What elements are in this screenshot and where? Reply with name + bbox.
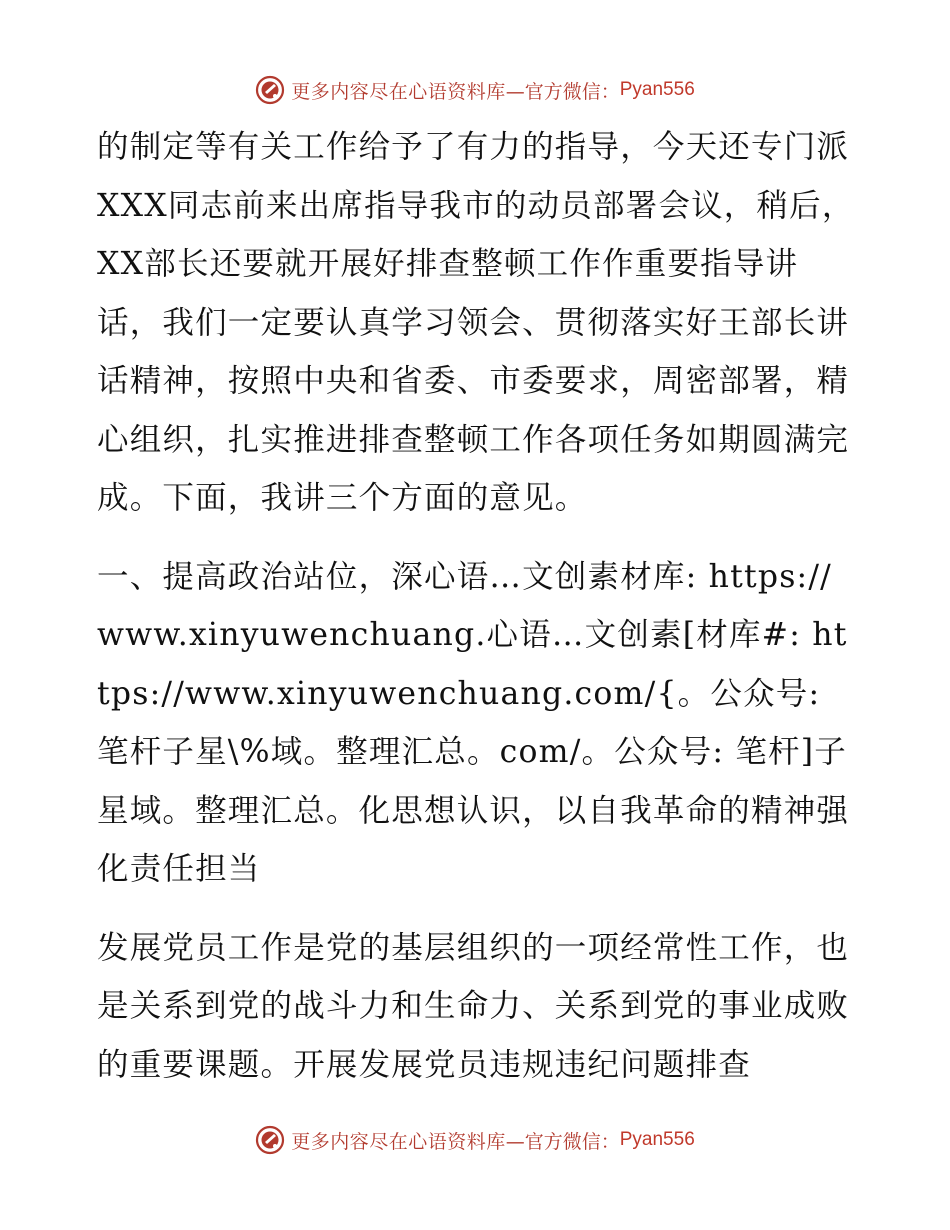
document-body [97, 118, 857, 1094]
seal-logo-icon [255, 1125, 285, 1155]
paragraph-spacer [97, 899, 857, 919]
footer-site-text: 更多内容尽在心语资料库 [291, 1130, 506, 1153]
header-separator-text: —官方微信： [505, 80, 620, 103]
seal-logo-icon [255, 75, 285, 105]
footer-watermark [0, 1120, 950, 1160]
header-wechat-id: Pyan556 [619, 79, 695, 100]
header-site-text: 更多内容尽在心语资料库 [291, 80, 506, 103]
footer-separator-text: —官方微信： [505, 1130, 620, 1153]
body-paragraph-1: 的制定等有关工作给予了有力的指导，今天还专门派XXX同志前来出席指导我市的动员部署会议，稍后，XX部长还要就开展好排查整顿工作作重要指导讲话，我们一定要认真学习领会、贯彻落实好王部长讲话精神，按照中央和省委、市委要求，周密部署，精心组织，扎实推进排查整顿工作各项任务如期圆满完成。下面，我讲三个方面的意见。 [97, 129, 855, 516]
paragraph-spacer [97, 528, 857, 548]
footer-wechat-id: Pyan556 [619, 1129, 695, 1150]
body-paragraph-2: 一、提高政治站位，深心语…文创素材库: https://www.xinyuwenchuang.心语…文创素[材库#: https://www.xinyuwenchuang.com/{。公众号: 笔杆子星\%域。整理汇总。com/。公众号: 笔杆]子星域。整理汇总。化思想认识，以自我革命的精神强化责任担当 [97, 558, 850, 887]
body-paragraph-3: 发展党员工作是党的基层组织的一项经常性工作，也是关系到党的战斗力和生命力、关系到党的事业成败的重要课题。开展发展党员违规违纪问题排查 [97, 929, 850, 1083]
header-watermark [0, 70, 950, 110]
